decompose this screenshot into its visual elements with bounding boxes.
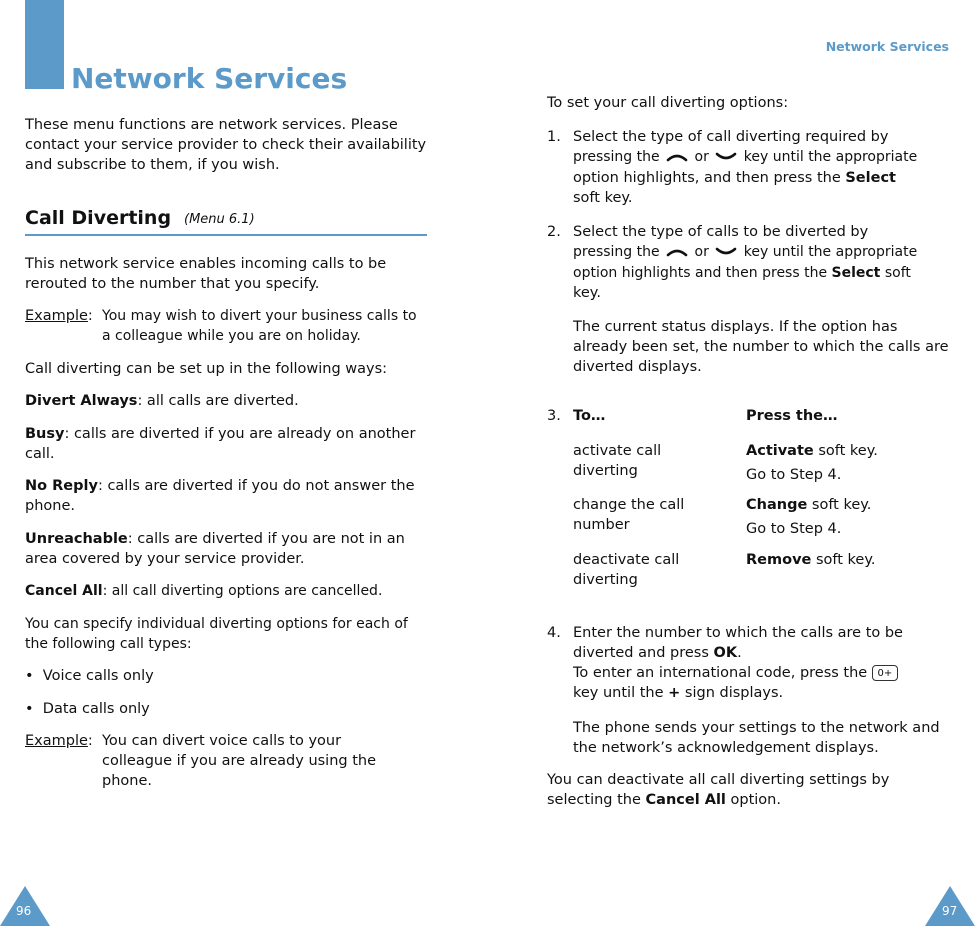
step-1-line-2 <box>573 147 917 167</box>
option-cancel-all <box>25 581 445 601</box>
section-menu-ref: (Menu 6.1) <box>184 212 255 227</box>
option-term: Cancel All <box>25 583 103 599</box>
option-desc: : calls are diverted if you are not in an area covered by your service provider. <box>25 531 405 567</box>
closing-text: selecting the <box>547 792 646 808</box>
option-divert-always <box>25 391 430 411</box>
intro-paragraph: These menu functions are network services. Please contact your service provider to check their availability and subscribe to them, if you wish. <box>25 117 427 173</box>
section-divider <box>25 234 427 236</box>
example-label-text: Example <box>25 308 88 324</box>
service-description: This network service enables incoming calls to be rerouted to the number that you specify. <box>25 256 387 292</box>
option-no-reply <box>25 476 425 516</box>
step-text: option highlights and then press the <box>573 265 832 281</box>
soft-key-label: Activate <box>746 443 814 459</box>
option-desc: : all calls are diverted. <box>137 393 299 409</box>
page-number-right: 97 <box>942 904 958 918</box>
step-text: or <box>694 149 709 165</box>
cancel-all-label: Cancel All <box>645 792 726 808</box>
section-title: Call Diverting <box>25 207 172 229</box>
option-desc: : all call diverting options are cancelled. <box>102 583 383 599</box>
step-4-line-4 <box>573 683 783 703</box>
closing-line-2 <box>547 790 781 810</box>
call-types-intro: You can specify individual diverting options for each of the following call types: <box>25 616 408 652</box>
table-action-change: change the call number <box>573 497 685 533</box>
up-navigation-key-icon <box>664 246 690 258</box>
plus-sign: + <box>668 685 681 701</box>
step-text: pressing the <box>573 149 660 165</box>
soft-key-label: Remove <box>746 552 812 568</box>
step-1-line-1: Select the type of call diverting required by <box>573 129 889 145</box>
key-rest: soft key. <box>807 497 872 513</box>
step-text: option highlights, and then press the <box>573 170 846 186</box>
step-4-number: 4. <box>547 625 561 641</box>
option-desc: : calls are diverted if you do not answer the phone. <box>25 478 415 514</box>
down-navigation-key-icon <box>713 151 739 163</box>
select-key-label: Select <box>831 265 881 281</box>
example-text-2: You can divert voice calls to your colleague if you are already using the phone. <box>102 733 377 789</box>
step-text: . <box>737 645 742 661</box>
soft-key-label: Change <box>746 497 808 513</box>
step-4-line-1: Enter the number to which the calls are to be <box>573 625 903 641</box>
step-text: key until the appropriate <box>743 244 918 260</box>
option-term: Divert Always <box>25 393 138 409</box>
step-2-line-4: key. <box>573 285 601 301</box>
step-text: pressing the <box>573 244 660 260</box>
zero-plus-key-icon: 0+ <box>872 665 898 681</box>
option-desc: : calls are diverted if you are already on another call. <box>25 426 416 462</box>
bullet-data: • Data calls only <box>25 701 150 717</box>
bullet-text: Voice calls only <box>42 668 154 684</box>
table-key-change <box>746 495 871 515</box>
table-key-activate <box>746 441 878 461</box>
table-header-press: Press the… <box>746 408 838 424</box>
lead-text: To set your call diverting options: <box>547 95 789 111</box>
example-text: You may wish to divert your business calls to a colleague while you are on holiday. <box>102 308 417 344</box>
up-navigation-key-icon <box>664 151 690 163</box>
closing-text: option. <box>725 792 781 808</box>
closing-line-1: You can deactivate all call diverting settings by <box>547 772 890 788</box>
option-term: Unreachable <box>25 531 128 547</box>
example-label-text: Example <box>25 733 88 749</box>
step-1-number: 1. <box>547 129 561 145</box>
down-navigation-key-icon <box>713 246 739 258</box>
table-action-deactivate: deactivate call diverting <box>573 552 680 588</box>
step-text: diverted and press <box>573 645 714 661</box>
step-2-line-1: Select the type of calls to be diverted by <box>573 224 869 240</box>
table-header-to: To… <box>573 408 606 424</box>
table-action-activate: activate call diverting <box>573 443 662 479</box>
step-text: sign displays. <box>680 685 784 701</box>
step-text: To enter an international code, press the <box>573 665 868 681</box>
page-number-left: 96 <box>16 904 32 918</box>
option-term: Busy <box>25 426 65 442</box>
option-unreachable <box>25 529 425 569</box>
bullet-voice: • Voice calls only <box>25 668 154 684</box>
select-key-label: Select <box>845 170 896 186</box>
step-text: soft <box>880 265 911 281</box>
running-header: Network Services <box>825 39 949 54</box>
example-label: Example: <box>25 308 93 324</box>
step-text: key until the <box>573 685 669 701</box>
table-key-deactivate <box>746 550 875 570</box>
example-label-2: Example: <box>25 733 93 749</box>
option-term: No Reply <box>25 478 98 494</box>
setup-intro: Call diverting can be set up in the following ways: <box>25 361 388 377</box>
key-rest: soft key. <box>813 443 878 459</box>
key-rest: soft key. <box>811 552 876 568</box>
step-2-line-2 <box>573 242 917 262</box>
step-4-line-3 <box>573 663 898 683</box>
table-next-activate: Go to Step 4. <box>746 467 842 483</box>
ok-key-label: OK <box>713 645 738 661</box>
step-2-note: The current status displays. If the option has already been set, the number to which the calls are diverted displays. <box>573 319 949 375</box>
option-busy <box>25 424 420 464</box>
step-3-number: 3. <box>547 408 561 424</box>
step-1-line-4: soft key. <box>573 190 633 206</box>
step-2-line-3 <box>573 263 911 283</box>
table-next-change: Go to Step 4. <box>746 521 842 537</box>
step-2-number: 2. <box>547 224 561 240</box>
step-4-line-2 <box>573 643 742 663</box>
page-title: Network Services <box>71 62 348 95</box>
step-text: key until the appropriate <box>743 149 918 165</box>
step-text: or <box>694 244 709 260</box>
step-4-note: The phone sends your settings to the network and the network’s acknowledgement displays. <box>573 720 940 756</box>
bullet-text: Data calls only <box>42 701 150 717</box>
title-accent-bar <box>25 0 64 89</box>
step-1-line-3 <box>573 168 896 188</box>
